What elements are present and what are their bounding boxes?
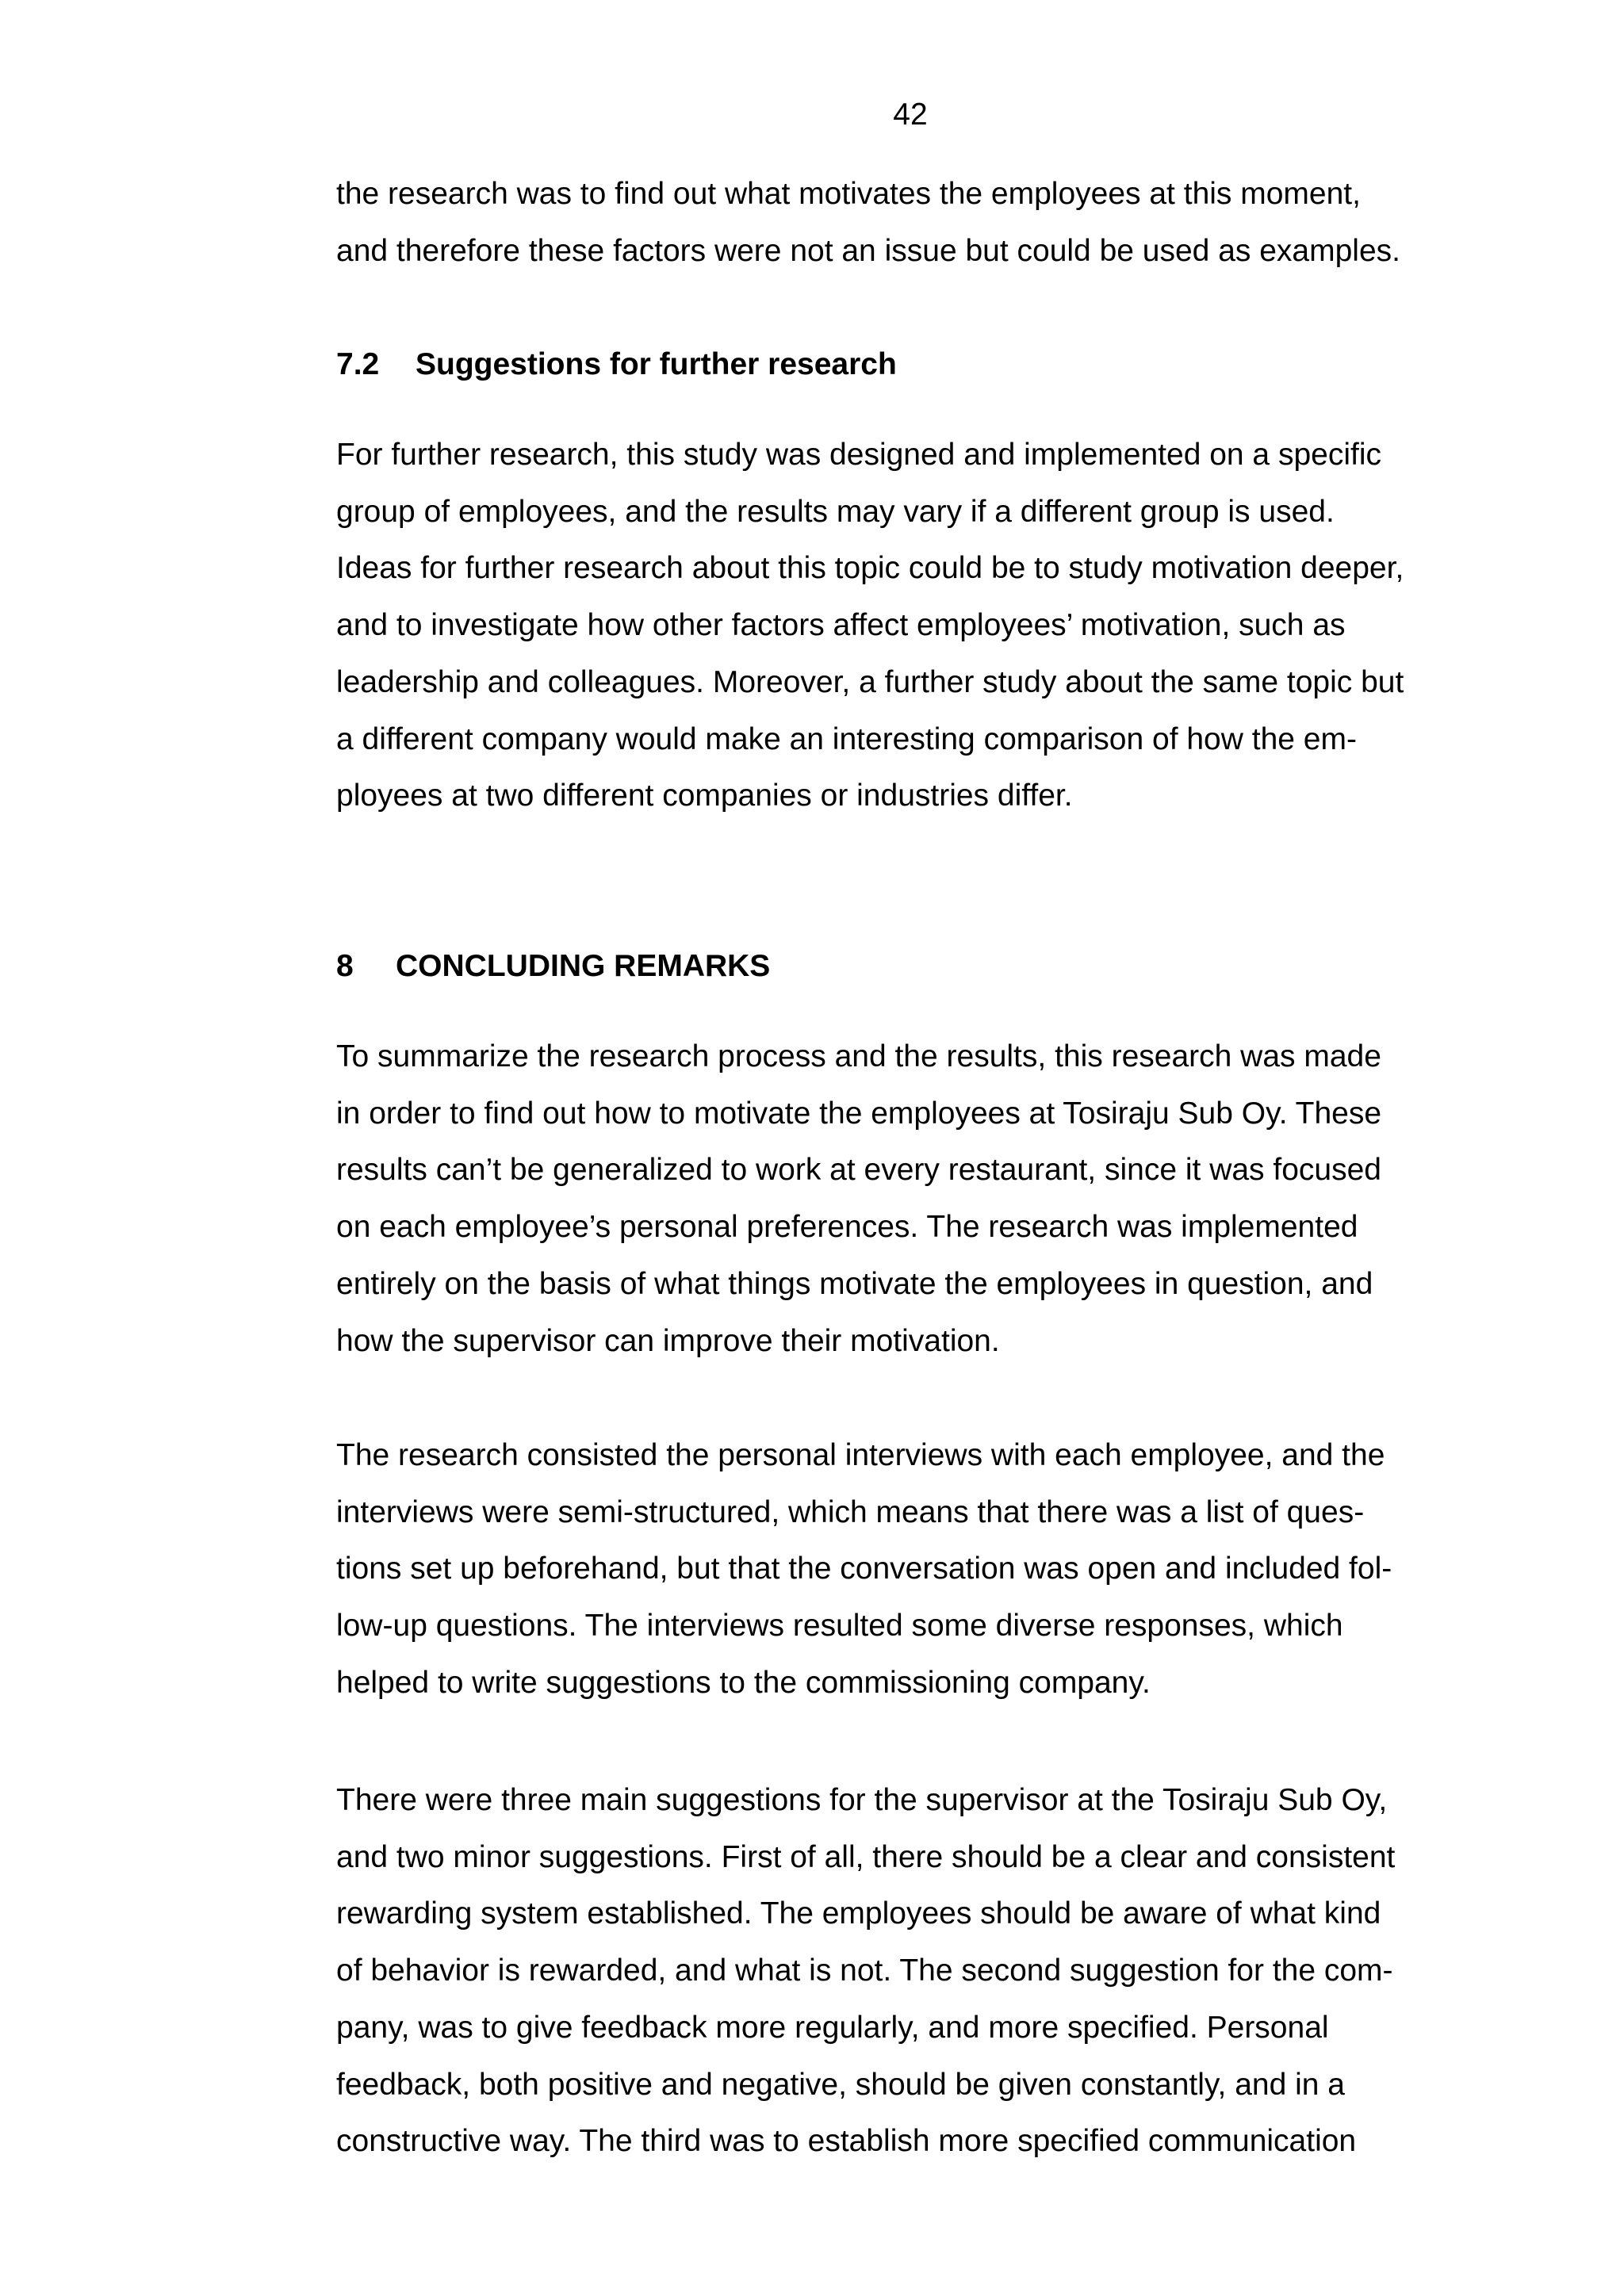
text-line: a different company would make an interesting comparison of how the em- [336,721,1357,756]
text-line: the research was to find out what motivates the employees at this moment, [336,177,1361,211]
text-line: To summarize the research process and the results, this research was made [336,1039,1381,1073]
further-research-paragraph [336,427,1502,825]
text-line: and two minor suggestions. First of all, there should be a clear and consistent [336,1839,1396,1874]
text-line: and to investigate how other factors affect employees’ motivation, such as [336,608,1346,643]
text-line: helped to write suggestions to the commissioning company. [336,1665,1151,1700]
text-line: The research consisted the personal interviews with each employee, and the [336,1438,1385,1472]
text-line: There were three main suggestions for the supervisor at the Tosiraju Sub Oy, [336,1783,1388,1817]
text-line: low-up questions. The interviews resulted some diverse responses, which [336,1609,1343,1644]
section-number: 8 [336,949,354,983]
text-line: Ideas for further research about this topic could be to study motivation deeper, [336,551,1404,586]
text-line: of behavior is rewarded, and what is not. The second suggestion for the com- [336,1954,1393,1988]
text-line: in order to find out how to motivate the employees at Tosiraju Sub Oy. These [336,1096,1382,1131]
text-line: pany, was to give feedback more regularly, and more specified. Personal [336,2010,1329,2045]
section-heading-7-2 [336,345,1502,385]
text-line: on each employee’s personal preferences. The research was implemented [336,1210,1358,1245]
text-line: entirely on the basis of what things motivate the employees in question, and [336,1266,1373,1301]
section-heading-8 [336,947,1502,986]
text-line: group of employees, and the results may vary if a different group is used. [336,494,1335,529]
text-line: and therefore these factors were not an issue but could be used as examples. [336,233,1400,268]
text-line: rewarding system established. The employees should be aware of what kind [336,1896,1381,1931]
text-line: results can’t be generalized to work at every restaurant, since it was focused [336,1153,1381,1188]
text-line: feedback, both positive and negative, should be given constantly, and in a [336,2067,1345,2102]
section-number: 7.2 [336,347,380,381]
page-number: 42 [893,98,928,132]
concluding-paragraph-3 [336,1772,1502,2170]
text-line: constructive way. The third was to establish more specified communication [336,2124,1357,2159]
text-line: interviews were semi-structured, which means that there was a list of ques- [336,1494,1365,1529]
section-title: CONCLUDING REMARKS [396,949,771,983]
concluding-paragraph-1 [336,1028,1502,1369]
text-line: how the supervisor can improve their motivation. [336,1323,1000,1358]
section-title: Suggestions for further research [416,347,897,381]
concluding-paragraph-2 [336,1427,1502,1712]
text-line: tions set up beforehand, but that the conversation was open and included fol- [336,1552,1392,1586]
text-line: For further research, this study was designed and implemented on a specific [336,438,1382,472]
text-line: leadership and colleagues. Moreover, a further study about the same topic but [336,664,1404,699]
text-line: ployees at two different companies or industries differ. [336,779,1073,813]
intro-paragraph [336,166,1502,279]
